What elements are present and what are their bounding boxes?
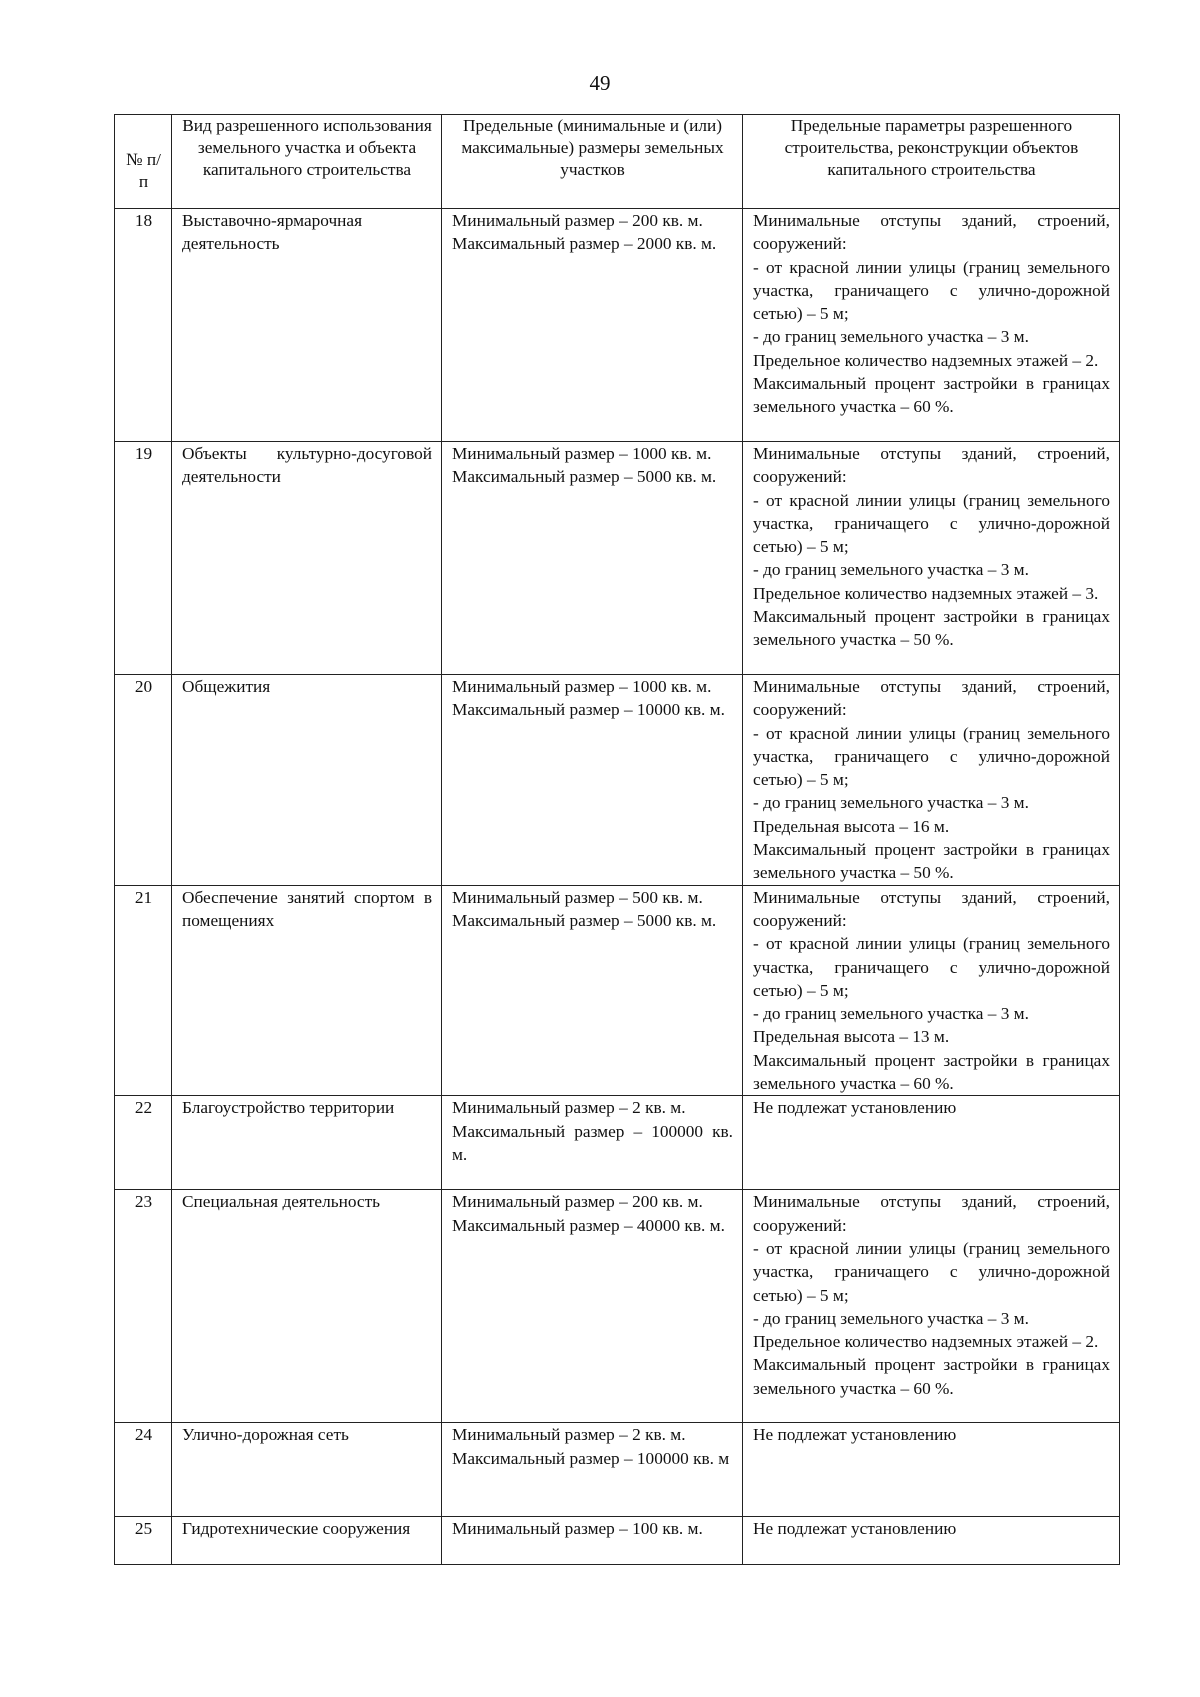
table-header-row [115,115,1120,209]
param-line: - от красной линии улицы (границ земельного участка, граничащего с улично-дорожной сетью) – 5 м; [753,257,1110,324]
param-line: - до границ земельного участка – 3 м. [753,793,1029,813]
param-line: Предельная высота – 13 м. [753,1027,950,1047]
param-line: Максимальный процент застройки в границах земельного участка – 60 %. [753,1050,1110,1094]
table-row [115,209,1120,442]
param-line: - от красной линии улицы (границ земельного участка, граничащего с улично-дорожной сетью) – 5 м; [753,934,1110,1000]
max-size: Максимальный размер – 2000 кв. м. [452,234,717,254]
permitted-use: Объекты культурно-досуговой деятельности [172,442,442,675]
permitted-use: Общежития [172,675,442,886]
max-size: Максимальный размер – 40000 кв. м. [452,1215,725,1235]
min-size: Минимальный размер – 500 кв. м. [452,887,703,907]
table-row [115,1423,1120,1517]
param-line: - от красной линии улицы (границ земельного участка, граничащего с улично-дорожной сетью) – 5 м; [753,723,1110,790]
building-params [743,675,1120,886]
max-size: Максимальный размер – 5000 кв. м. [452,467,717,487]
param-line: - от красной линии улицы (границ земельного участка, граничащего с улично-дорожной сетью) – 5 м; [753,1238,1110,1305]
table-row [115,1096,1120,1190]
permitted-use: Благоустройство территории [172,1096,442,1190]
page-number: 49 [589,71,611,95]
land-size [442,885,743,1096]
param-line: Максимальный процент застройки в границах земельного участка – 50 %. [753,607,1110,650]
param-line: Не подлежат установлению [753,1425,957,1445]
param-line: - до границ земельного участка – 3 м. [753,327,1029,347]
table-row [115,442,1120,675]
min-size: Минимальный размер – 200 кв. м. [452,1192,703,1212]
max-size: Максимальный размер – 100000 кв. м [452,1448,730,1468]
permitted-use: Гидротехнические сооружения [172,1517,442,1565]
building-params [743,1423,1120,1517]
param-line: Предельная высота – 16 м. [753,816,950,836]
land-size [442,209,743,442]
header-number: № п/п [115,115,172,209]
param-line: Минимальные отступы зданий, строений, сооружений: [753,677,1110,720]
land-size [442,1096,743,1190]
param-line: Предельное количество надземных этажей – 3. [753,583,1099,603]
building-params [743,1096,1120,1190]
param-line: - до границ земельного участка – 3 м. [753,560,1029,580]
regulations-table [114,114,1120,1565]
permitted-use: Улично-дорожная сеть [172,1423,442,1517]
header-building-params: Предельные параметры разрешенного строительства, реконструкции объектов капитального строительства [743,115,1120,209]
param-line: Не подлежат установлению [753,1519,957,1539]
min-size: Минимальный размер – 2 кв. м. [452,1425,686,1445]
table-row [115,1190,1120,1423]
max-size: Максимальный размер – 10000 кв. м. [452,700,725,720]
table-row [115,675,1120,886]
permitted-use: Специальная деятельность [172,1190,442,1423]
row-number: 20 [115,675,172,886]
max-size: Максимальный размер – 100000 кв. м. [452,1121,733,1164]
param-line: Максимальный процент застройки в границах земельного участка – 60 %. [753,1355,1110,1398]
building-params [743,1190,1120,1423]
row-number: 22 [115,1096,172,1190]
param-line: Минимальные отступы зданий, строений, сооружений: [753,887,1110,930]
min-size: Минимальный размер – 1000 кв. м. [452,677,712,696]
header-permitted-use: Вид разрешенного использования земельного участка и объекта капитального строительства [172,115,442,209]
min-size: Минимальный размер – 100 кв. м. [452,1519,703,1539]
param-line: Минимальные отступы зданий, строений, сооружений: [753,1192,1110,1235]
max-size: Максимальный размер – 5000 кв. м. [452,910,717,930]
land-size [442,1423,743,1517]
header-land-size: Предельные (минимальные и (или) максимальные) размеры земельных участков [442,115,743,209]
param-line: Предельное количество надземных этажей – 2. [753,1332,1099,1352]
row-number: 24 [115,1423,172,1517]
param-line: Предельное количество надземных этажей – 2. [753,350,1099,370]
row-number: 21 [115,885,172,1096]
row-number: 25 [115,1517,172,1565]
permitted-use: Обеспечение занятий спортом в помещениях [172,885,442,1096]
param-line: - до границ земельного участка – 3 м. [753,1308,1029,1328]
row-number: 18 [115,209,172,442]
param-line: Максимальный процент застройки в границах земельного участка – 50 %. [753,840,1110,883]
land-size [442,1517,743,1565]
land-size [442,442,743,675]
building-params [743,885,1120,1096]
table-row [115,885,1120,1096]
min-size: Минимальный размер – 2 кв. м. [452,1098,686,1118]
building-params [743,209,1120,442]
param-line: Минимальные отступы зданий, строений, сооружений: [753,444,1110,487]
min-size: Минимальный размер – 1000 кв. м. [452,444,712,463]
permitted-use: Выставочно-ярмарочная деятельность [172,209,442,442]
param-line: - до границ земельного участка – 3 м. [753,1004,1029,1024]
building-params [743,442,1120,675]
land-size [442,1190,743,1423]
param-line: Максимальный процент застройки в границах земельного участка – 60 %. [753,374,1110,417]
min-size: Минимальный размер – 200 кв. м. [452,211,703,230]
building-params [743,1517,1120,1565]
param-line: Не подлежат установлению [753,1098,957,1118]
param-line: Минимальные отступы зданий, строений, сооружений: [753,211,1110,254]
land-size [442,675,743,886]
table-row [115,1517,1120,1565]
row-number: 23 [115,1190,172,1423]
row-number: 19 [115,442,172,675]
param-line: - от красной линии улицы (границ земельного участка, граничащего с улично-дорожной сетью) – 5 м; [753,490,1110,557]
